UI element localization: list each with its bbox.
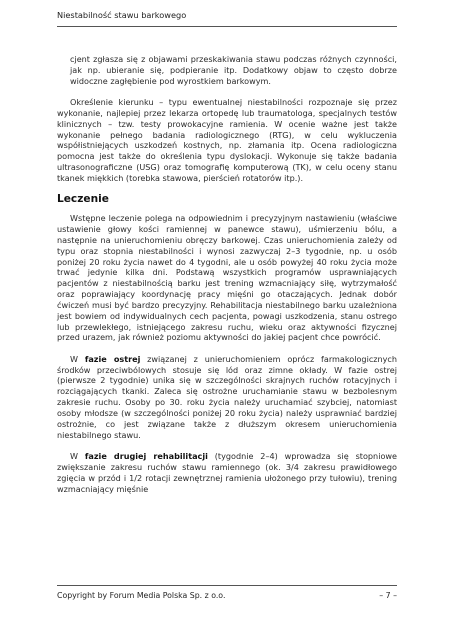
text-run: związanej z unieruchomieniem oprócz farmakologicznych środków przeciwbólowych stosuje się lód oraz zimne okłady. W fazie ostrej (pierwsze 2 tygodnie) unika się w szczególności skrajnych ruchów rotacyjnych i rozciągających tkanki. Zaleca się ostrożne uruchamianie stawu w bezbolesnym zakresie ruchu. Osoby po 30. roku życia należy uruchamiać szybciej, natomiast osoby młodsze (w szczególności poniżej 20 roku życia) należy usprawniać bardziej ostrożnie, co jest związane także z dłuższym okresem unieruchomienia niestabilnego stawu.: [57, 353, 398, 440]
header-divider: [57, 26, 397, 27]
text-run: W: [70, 353, 85, 364]
footer-divider: [57, 585, 397, 586]
paragraph-second-phase: [57, 451, 397, 494]
text-run: (tygodnie 2–4) wprowadza się stopniowe zwiększanie zakresu ruchów stawu ramiennego (ok. 3/4 zakresu prawidłowego zgięcia w przód i 1/2 rotacji zewnętrznej ramienia ułożonego przy tułowiu), trening wzmacniający mięśnie: [57, 451, 397, 494]
page-number: – 7 –: [379, 591, 397, 600]
page-footer: [57, 591, 397, 600]
paragraph-initial-treatment: Wstępne leczenie polega na odpowiednim i precyzyjnym nastawieniu (właściwe ustawienie głowy kości ramiennej w panewce stawu), uśmierzeniu bólu, a następnie na unieruchomieniu obręczy barkowej. Czas unieruchomienia zależy od typu oraz stopnia niestabilności i wynosi zazwyczaj 2–3 tygodnie, np. u osób poniżej 20 roku życia nawet do 4 tygodni, ale u osób powyżej 40 roku życia może trwać jedynie kilka dni. Podstawą wszystkich programów usprawniających pacjentów z niestabilnością barku jest trening wzmacniający siłę, wytrzymałość oraz poprawiający koordynację pracy mięśni go otaczających. Jednak dobór ćwiczeń musi być bardzo precyzyjny. Rehabilitacja niestabilnego barku uzależniona jest bowiem od indywidualnych cech pacjenta, powagi uszkodzenia, stanu ostrego lub przewlekłego, istniejącego zakresu ruchu, wieku oraz aktywności fizycznej przed urazem, jak również poziomu aktywności do jakiej pacjent chce powrócić.: [57, 213, 397, 343]
bold-term-second-phase: fazie drugiej rehabilitacji: [84, 451, 208, 461]
paragraph-continuation: cjent zgłasza się z objawami przeskakiwania stawu podczas różnych czynności, jak np. ubieranie się, podpieranie itp. Dodatkowy objaw to często dobrze widoczne zagłębienie pod wyrostkiem barkowym.: [70, 54, 397, 86]
running-header: Niestabilność stawu barkowego: [57, 10, 187, 20]
bold-term-acute-phase: fazie ostrej: [84, 353, 141, 364]
section-heading-leczenie: Leczenie: [57, 193, 109, 206]
copyright-text: Copyright by Forum Media Polska Sp. z o.o.: [57, 591, 226, 600]
page-body: [57, 54, 397, 505]
paragraph-diagnosis: Określenie kierunku – typu ewentualnej niestabilności rozpoznaje się przez wykonanie, najlepiej przez lekarza ortopedę lub traumatologa, specjalnych testów klinicznych – tzw. testy prowokacyjne ramienia. W ocenie ważne jest także wykonanie pełnego badania radiologicznego (RTG), w celu wykluczenia współistniejących uszkodzeń kostnych, np. złamania itp. Ocena radiologiczna pomocna jest także do określenia typu dyslokacji. Wykonuje się także badania ultrasonograficzne (USG) oraz tomografię komputerową (TK), w celu oceny stanu tkanek miękkich (torebka stawowa, pierścień rotatorów itp.).: [57, 97, 397, 183]
text-run: W: [70, 451, 85, 461]
paragraph-acute-phase: [57, 354, 397, 441]
